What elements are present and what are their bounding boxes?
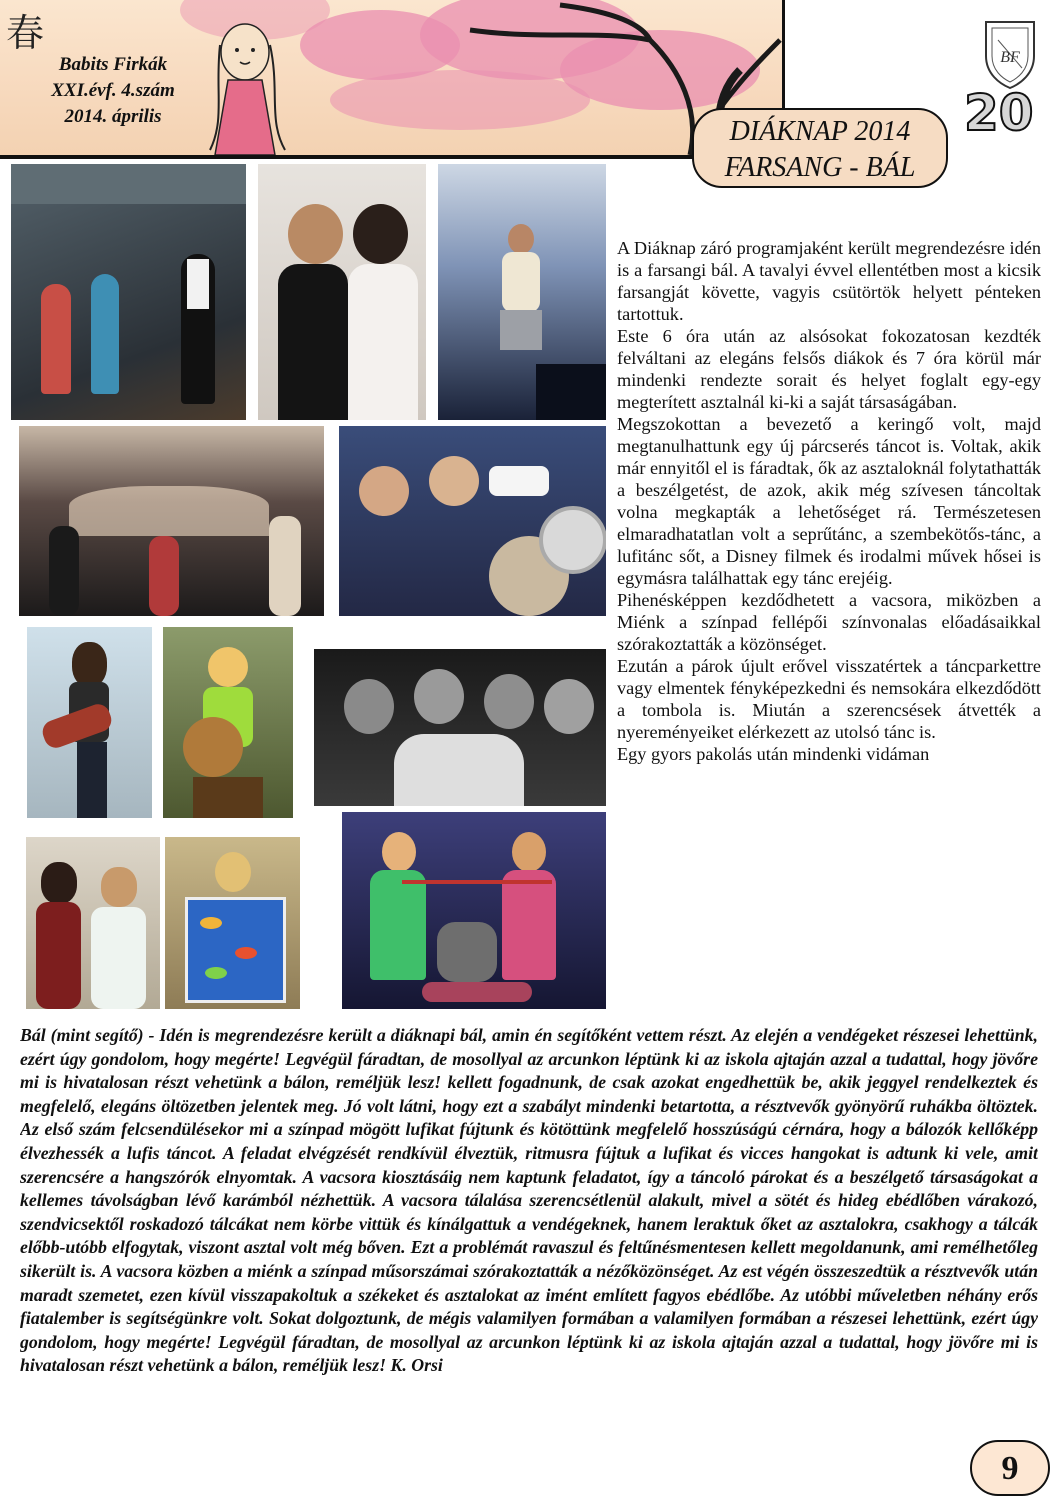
issue-badge: 20 — [964, 84, 1034, 142]
article-paragraph: Egy gyors pakolás után mindenki vidáman — [617, 744, 930, 764]
photo-two-girls — [258, 164, 426, 420]
photo-costume-crowd — [339, 426, 606, 616]
page-number: 9 — [970, 1440, 1050, 1496]
article-body — [617, 237, 1041, 997]
photo-box-costume — [165, 837, 300, 1009]
photo-dance-hall — [11, 164, 246, 420]
publication-name: Babits Firkák — [58, 54, 168, 75]
header-banner — [0, 0, 785, 159]
helper-report-text: Bál (mint segítő) - Idén is megrendezésre került a diáknapi bál, amin én segítőként vettem részt. Az elején a vendégeket részesei lehettünk, ezért úgy gondolom, hogy megérte! Legvégül fáradtan, de mosollyal az arcunkon léptünk ki az iskola ajtaján azzal a tudattal, hogy jövőre mi is hivatalosan részt vehetünk a bálon, reméljük lesz! kellett fogadnunk, de csak azokat engedhettük be, akik jeggyel rendelkeztek és megfelelő, elegáns öltözetben jelentek meg. Jó volt látni, hogy ezt a szabályt mindenki betartotta, a résztvevők gyönyörű ruhákba öltöztek. Az első szám felcsendülésekor mi a színpad mögött lufikat fújtunk és kötöttünk megfelelő hosszúságú cérnára, hogy a bálozók kellőképp élvezhessék a lufis táncot. A feladat elvégzését rendkívül élveztük, ritmusra fújtuk a lufikat és vicces hangokat is adtunk ki vele, amit szerencsére a hangszórók elnyomtak. A vacsora kiosztásáig nem kaptunk feladatot, így a táncoló párokat és a beszélgető társaságokat a kellemes távolságban lévő karámból nézhettük. A vacsora tálalása szerencsétlenül alakult, mivel a sötét és hideg ebédlőben várakozó, szendvicsektől roskadozó tálcákat nem körbe vittük és kínálgattuk a vendégeknek, hanem leraktuk őket az asztalokra, csakhogy a tálcák előbb-utóbb elfogytak, viszont asztal volt még bőven. Ezt a problémát ravaszul és feltűnésmentesen kellett megoldanunk, ami remélhetőleg sikerült is. A vacsora közben a miénk a színpad műsorszámai szórakoztatták a nézőközönséget. Az est végén összeszedtük a résztvevők után maradt szemetet, ezen kívül visszapakoltuk a székeket és asztalokat az imént említett fagyos ebédlőbe. Az utóbbi műveletben néhány erős fiatalember is segítségünkre volt. Sokat dolgoztunk, de mégis valamilyen formában a valamilyen formában a részesei lehettünk, ezért úgy gondolom, hogy megérte! Legvégül fáradtan, de mosollyal az arcunkon léptünk ki az iskola ajtaján azzal a tudattal, hogy jövőre mi is hivatalosan részt vehetünk a bálon, reméljük lesz! K. Orsi — [20, 1025, 1038, 1376]
article-paragraph: A Diáknap záró programjaként került megrendezésre idén is a farsangi bál. A tavalyi évvel ellentétben most a kicsik farsangját követte, vagyis csütörtök helyett pénteken tartottuk. — [617, 238, 1041, 324]
title-line-1: DIÁKNAP 2014 — [729, 116, 911, 147]
page-title — [692, 108, 948, 188]
photo-four-girls-bw — [314, 649, 606, 806]
photo-guitar-girl — [163, 627, 293, 818]
article-paragraph: Ezután a párok újult erővel visszatértek a táncparkettre vagy elmentek fényképezkedni és nemsokára elkezdődött a tombola is. Miután a szerencsések átvették a nyereményeiket elérkezett az utolsó tánc is. — [617, 656, 1041, 742]
title-line-2: FARSANG - BÁL — [724, 152, 916, 183]
photo-dancing-couples — [19, 426, 324, 616]
publication-volume: XXI.évf. 4.szám — [51, 80, 175, 101]
crest-letters: BF — [1000, 49, 1020, 66]
kanji-spring-logo: 春 — [6, 11, 45, 55]
photo-singer-stage — [438, 164, 606, 420]
school-crest-icon — [978, 16, 1042, 90]
photo-guitarist — [27, 627, 152, 818]
photo-limbo-dance — [342, 812, 606, 1009]
article-paragraph: Pihenésképpen kezdődhetett a vacsora, miközben a Miénk a színpad fellépői színvonalas előadásaikkal szórakoztatták a közönséget. — [617, 590, 1041, 654]
publication-info — [28, 52, 198, 130]
publication-date: 2014. április — [64, 106, 162, 127]
article-paragraph: Megszokottan a bevezető a keringő volt, majd megtanulhattunk egy új párcserés táncot is. Voltak, akik már ennyitől el is fáradtak, ők az asztaloknál folytathatták a beszélgetést, de azok, akik még szívesen táncoltak volna megkapták a lehetőséget rá. Természetesen elmaradhatatlan volt a seprűtánc, a szembekötős-tánc, a lufitánc sőt, a Disney filmek és irodalmi művek hősei is egymásra találhattak egy tánc erejéig. — [617, 414, 1041, 588]
photo-devil-angel — [26, 837, 160, 1009]
article-paragraph: Este 6 óra után az alsósokat fokozatosan kezdték felváltani az elegáns felsős diákok és 7 óra körül már mindenki rendezte sorait és helyet foglalt egy-egy megterített asztalnál ki-ki a saját társaságában. — [617, 326, 1041, 412]
